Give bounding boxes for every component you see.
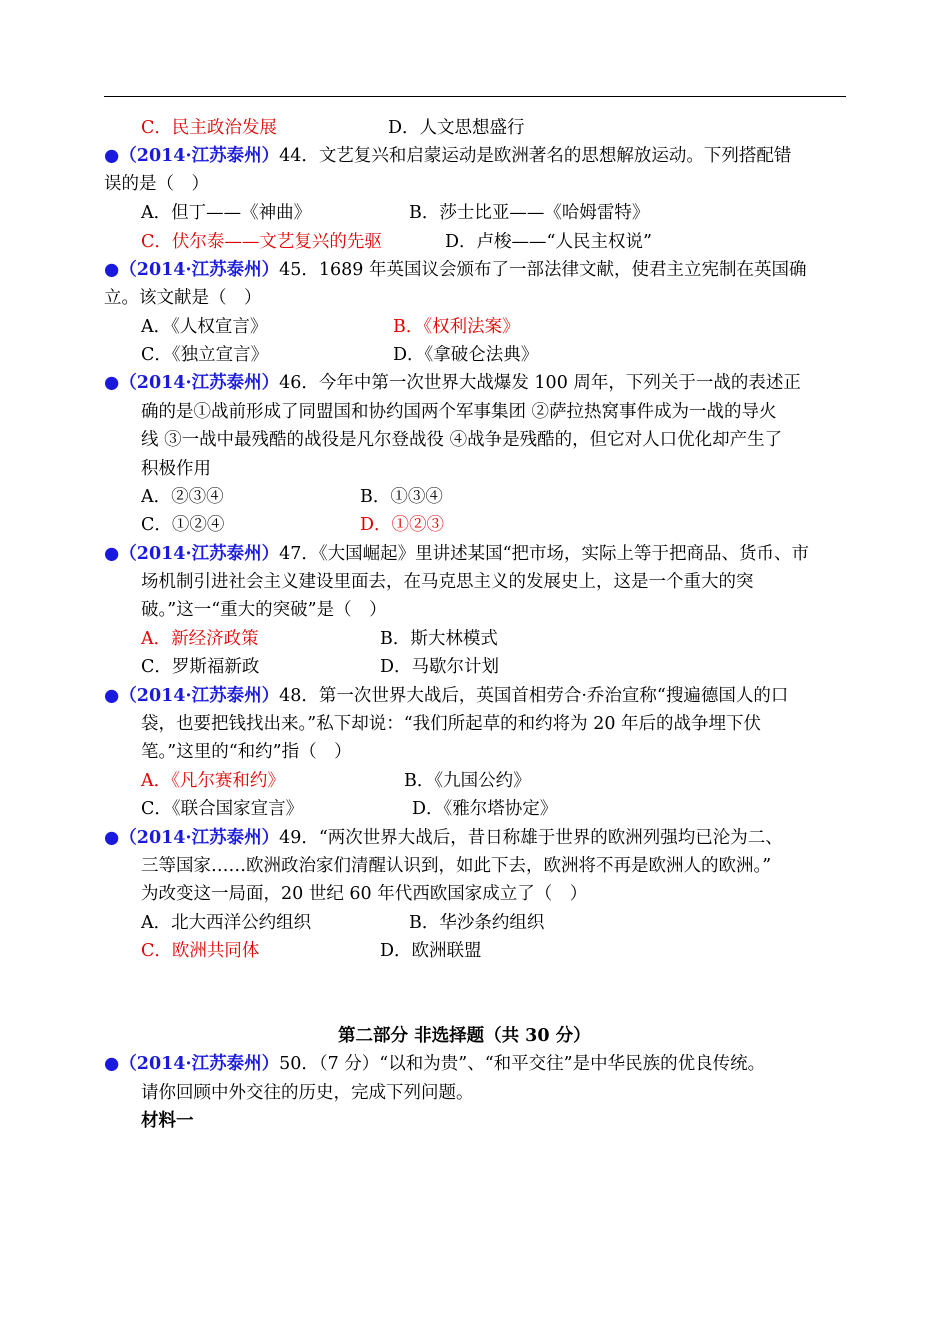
question-source-tag: （2014·江苏泰州） — [119, 373, 280, 393]
bullet-icon: ● — [104, 544, 120, 564]
q47-stem-line3: 破。”这一“重大的突破”是（ ） — [141, 600, 387, 620]
q44-stem-line2: 误的是（ ） — [104, 174, 209, 194]
q47-option-d: D．马歇尔计划 — [380, 657, 500, 677]
q46-stem — [104, 369, 801, 397]
q49-stem-line3: 为改变这一局面，20 世纪 60 年代西欧国家成立了（ ） — [141, 884, 588, 904]
q46-option-c: C．①②④ — [141, 515, 225, 535]
q44-stem — [104, 142, 791, 170]
q48-stem — [104, 682, 788, 710]
question-text: 49．“两次世界大战后，昔日称雄于世界的欧洲列强均已沦为二、 — [279, 828, 783, 848]
q46-option-b: B．①③④ — [360, 487, 443, 507]
q43-option-d: D．人文思想盛行 — [388, 118, 525, 138]
q47-option-b: B．斯大林模式 — [380, 629, 498, 649]
q45-option-d: D．《拿破仑法典》 — [393, 345, 539, 365]
q46-stem-line3: 线 ③一战中最残酷的战役是凡尔登战役 ④战争是残酷的，但它对人口优化却产生了 — [141, 430, 783, 450]
q44-option-d: D．卢梭——“人民主权说” — [445, 232, 652, 252]
q45-stem-line2: 立。该文献是（ ） — [104, 288, 262, 308]
question-text: 44．文艺复兴和启蒙运动是欧洲著名的思想解放运动。下列搭配错 — [279, 146, 792, 166]
bullet-icon: ● — [104, 146, 120, 166]
q50-stem-line2: 请你回顾中外交往的历史，完成下列问题。 — [141, 1083, 474, 1103]
q47-option-c: C．罗斯福新政 — [141, 657, 260, 677]
q47-stem — [104, 540, 809, 568]
question-text: 50．（7 分）“以和为贵”、“和平交往”是中华民族的优良传统。 — [279, 1054, 766, 1074]
q49-option-b: B．华沙条约组织 — [409, 913, 545, 933]
question-text: 46．今年中第一次世界大战爆发 100 周年，下列关于一战的表述正 — [279, 373, 801, 393]
bullet-icon: ● — [104, 686, 120, 706]
q48-option-a: A．《凡尔赛和约》 — [141, 771, 285, 791]
bullet-icon: ● — [104, 260, 120, 280]
q50-stem — [104, 1050, 765, 1078]
q43-option-c: C．民主政治发展 — [141, 118, 277, 138]
q45-option-a: A．《人权宣言》 — [141, 317, 268, 337]
question-text: 47．《大国崛起》里讲述某国“把市场，实际上等于把商品、货币、市 — [279, 544, 810, 564]
q49-stem-line2: 三等国家……欧洲政治家们清醒认识到，如此下去，欧洲将不再是欧洲人的欧洲。” — [141, 856, 772, 876]
q48-option-d: D．《雅尔塔协定》 — [412, 799, 558, 819]
q45-option-b: B．《权利法案》 — [393, 317, 520, 337]
q44-option-c: C．伏尔泰——文艺复兴的先驱 — [141, 232, 382, 252]
q45-stem — [104, 256, 806, 284]
q44-option-a: A．但丁——《神曲》 — [141, 203, 312, 223]
q49-stem — [104, 824, 783, 852]
header-rule — [104, 96, 846, 97]
question-source-tag: （2014·江苏泰州） — [119, 828, 280, 848]
question-text: 48．第一次世界大战后，英国首相劳合·乔治宣称“搜遍德国人的口 — [279, 686, 789, 706]
q46-stem-line4: 积极作用 — [141, 459, 211, 479]
q46-option-a: A．②③④ — [141, 487, 224, 507]
material-heading: 材料一 — [141, 1111, 194, 1131]
q44-option-b: B．莎士比亚——《哈姆雷特》 — [409, 203, 650, 223]
question-source-tag: （2014·江苏泰州） — [119, 686, 280, 706]
question-text: 45．1689 年英国议会颁布了一部法律文献，使君主立宪制在英国确 — [279, 260, 807, 280]
question-source-tag: （2014·江苏泰州） — [119, 544, 280, 564]
q48-stem-line2: 袋，也要把钱找出来。”私下却说：“我们所起草的和约将为 20 年后的战争埋下伏 — [141, 714, 762, 734]
q47-option-a: A．新经济政策 — [141, 629, 259, 649]
question-source-tag: （2014·江苏泰州） — [119, 146, 280, 166]
q49-option-c: C．欧洲共同体 — [141, 941, 260, 961]
q45-option-c: C．《独立宣言》 — [141, 345, 269, 365]
q48-stem-line3: 笔。”这里的“和约”指（ ） — [141, 742, 352, 762]
section-title: 第二部分 非选择题（共 30 分） — [338, 1026, 591, 1046]
q49-option-d: D．欧洲联盟 — [380, 941, 482, 961]
q46-stem-line2: 确的是①战前形成了同盟国和协约国两个军事集团 ②萨拉热窝事件成为一战的导火 — [141, 402, 777, 422]
q48-option-c: C．《联合国家宣言》 — [141, 799, 304, 819]
bullet-icon: ● — [104, 1054, 120, 1074]
bullet-icon: ● — [104, 373, 120, 393]
question-source-tag: （2014·江苏泰州） — [119, 1054, 280, 1074]
q46-option-d: D．①②③ — [360, 515, 445, 535]
q49-option-a: A．北大西洋公约组织 — [141, 913, 312, 933]
q47-stem-line2: 场机制引进社会主义建设里面去，在马克思主义的发展史上，这是一个重大的突 — [141, 572, 754, 592]
bullet-icon: ● — [104, 828, 120, 848]
question-source-tag: （2014·江苏泰州） — [119, 260, 280, 280]
q48-option-b: B．《九国公约》 — [404, 771, 531, 791]
